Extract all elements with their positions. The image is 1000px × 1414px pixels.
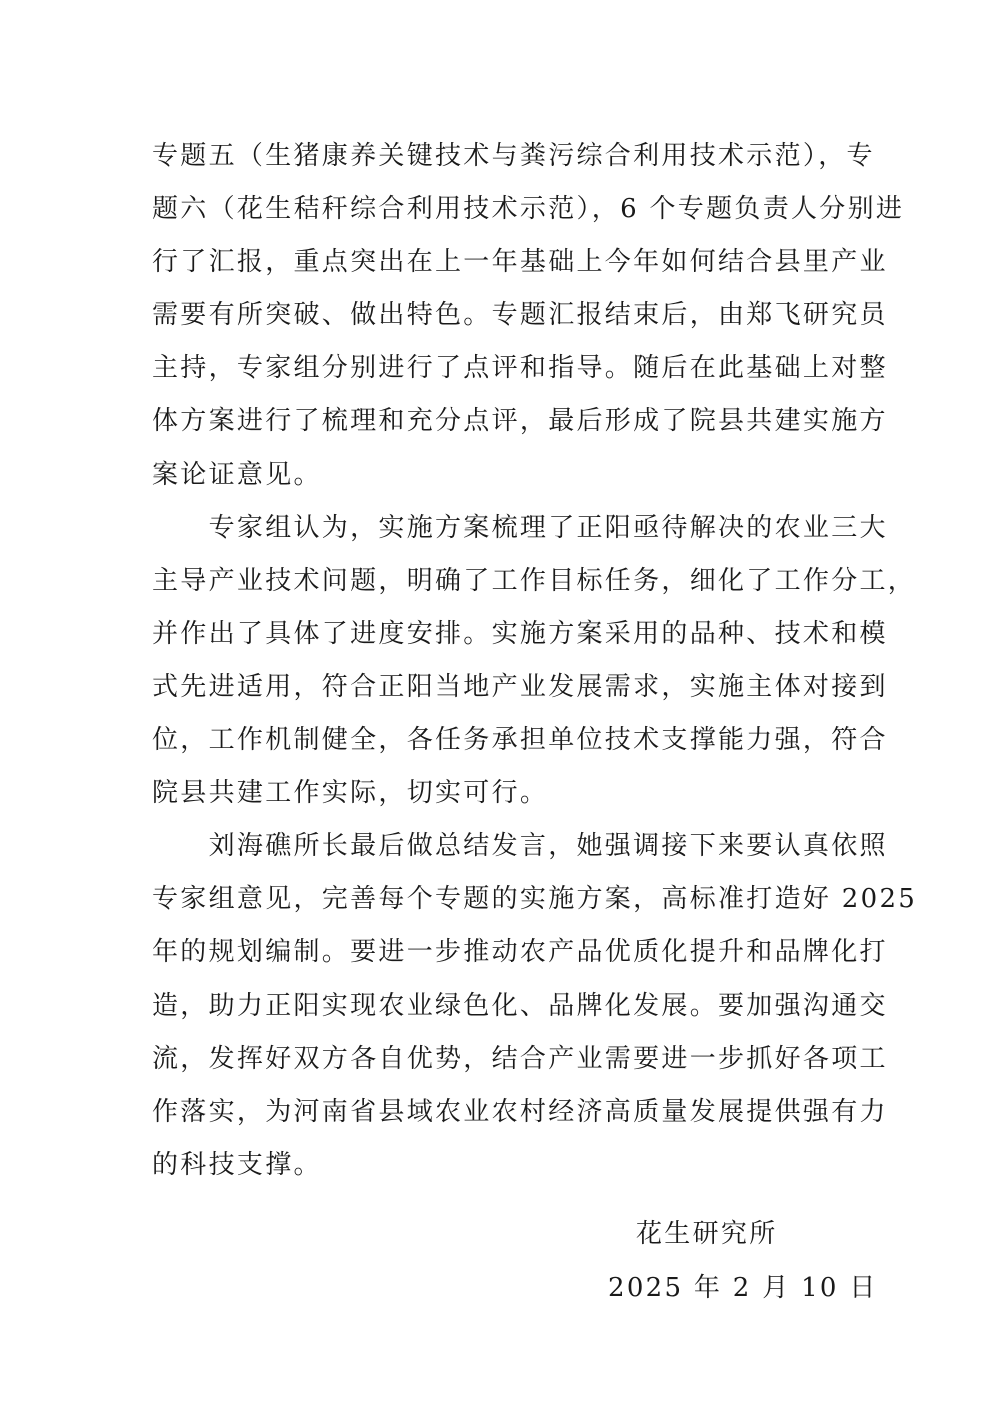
text-line: 造，助力正阳实现农业绿色化、品牌化发展。要加强沟通交 bbox=[152, 990, 888, 1021]
text-line: 案论证意见。 bbox=[152, 459, 322, 490]
text-line: 主导产业技术问题，明确了工作目标任务，细化了工作分工， bbox=[152, 565, 917, 596]
text-line: 专家组意见，完善每个专题的实施方案，高标准打造好 2025 bbox=[152, 884, 918, 915]
text-line: 院县共建工作实际，切实可行。 bbox=[152, 778, 549, 809]
text-line: 体方案进行了梳理和充分点评，最后形成了院县共建实施方 bbox=[152, 406, 888, 437]
text-line: 位，工作机制健全，各任务承担单位技术支撑能力强，符合 bbox=[152, 725, 888, 756]
signature-date: 2025 年 2 月 10 日 bbox=[608, 1273, 878, 1303]
signature-organization: 花生研究所 bbox=[636, 1219, 778, 1249]
text-line: 式先进适用，符合正阳当地产业发展需求，实施主体对接到 bbox=[152, 671, 888, 702]
text-line: 的科技支撑。 bbox=[152, 1149, 322, 1180]
text-line: 年的规划编制。要进一步推动农产品优质化提升和品牌化打 bbox=[152, 937, 888, 968]
text-line: 专家组认为，实施方案梳理了正阳亟待解决的农业三大 bbox=[152, 512, 888, 543]
text-line: 并作出了具体了进度安排。实施方案采用的品种、技术和模 bbox=[152, 618, 888, 649]
text-line: 刘海礁所长最后做总结发言，她强调接下来要认真依照 bbox=[152, 831, 888, 862]
text-line: 主持，专家组分别进行了点评和指导。随后在此基础上对整 bbox=[152, 353, 888, 384]
text-line: 需要有所突破、做出特色。专题汇报结束后，由郑飞研究员 bbox=[152, 300, 888, 331]
document-body bbox=[152, 130, 918, 1192]
text-line: 行了汇报，重点突出在上一年基础上今年如何结合县里产业 bbox=[152, 247, 888, 278]
text-line: 流，发挥好双方各自优势，结合产业需要进一步抓好各项工 bbox=[152, 1043, 888, 1074]
text-line: 专题五（生猪康养关键技术与粪污综合利用技术示范），专 bbox=[152, 141, 875, 171]
text-line: 作落实，为河南省县域农业农村经济高质量发展提供强有力 bbox=[152, 1096, 888, 1127]
text-line: 题六（花生秸秆综合利用技术示范），6 个专题负责人分别进 bbox=[152, 194, 905, 225]
